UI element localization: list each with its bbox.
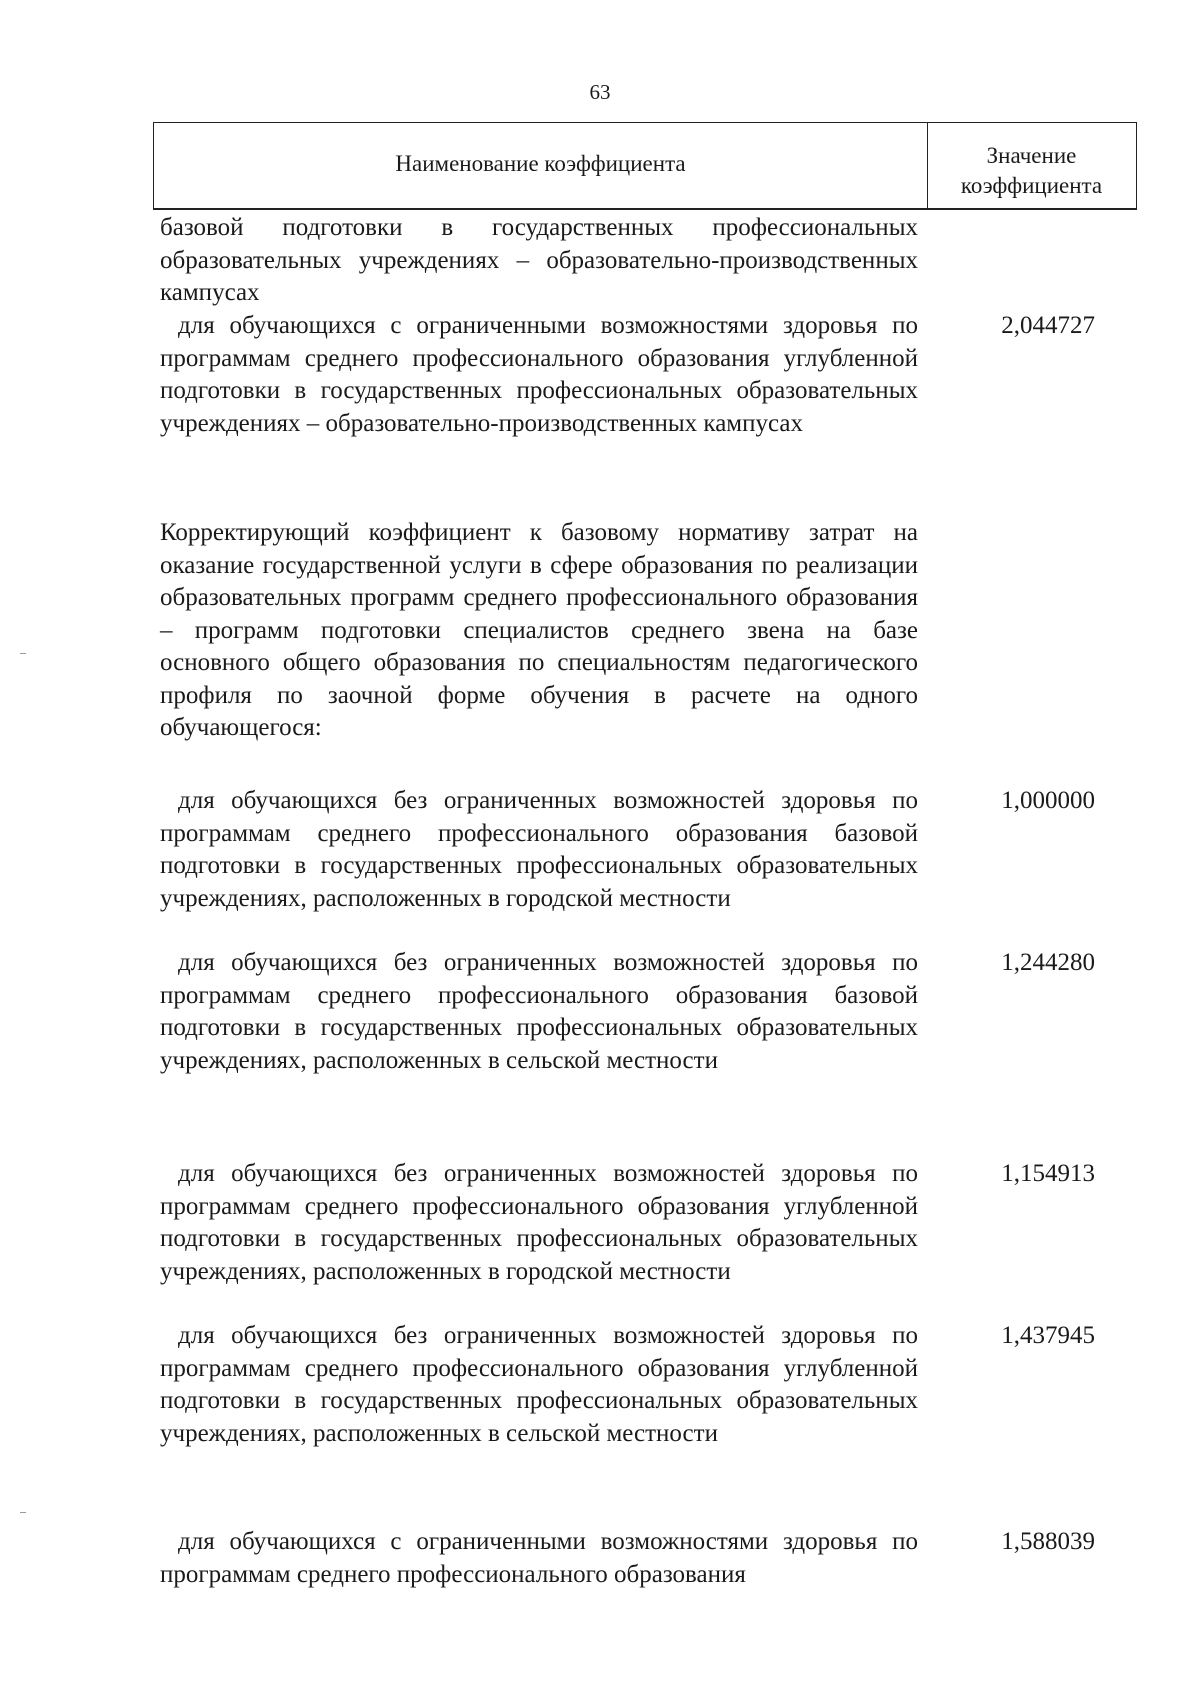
header-value-line2: коэффициента — [960, 173, 1103, 198]
page-number: 63 — [589, 80, 611, 104]
header-coefficient-value — [927, 141, 1136, 201]
scan-margin-mark — [20, 653, 26, 654]
section-heading-text: Корректирующий коэффициент к базовому нормативу затрат на оказание государственной услуги в сфере образования по реализации образовательных программ среднего профессионального образования – программ подготовки специалистов среднего звена на базе основного общего образования по специальностям педагогического профиля по заочной форме обучения в расчете на одного обучающегося: — [160, 519, 918, 741]
coefficient-row-text: для обучающихся с ограниченными возможностями здоровья по программам среднего профессионального образования углубленной подготовки в государственных профессиональных образовательных учреждениях – образовательно-производственных кампусах — [160, 312, 918, 437]
header-value-line1: Значение — [986, 143, 1077, 168]
coefficient-row-text: для обучающихся без ограниченных возможностей здоровья по программам среднего профессионального образования углубленной подготовки в государственных профессиональных образовательных учреждениях, расположенных в городской местности — [160, 1160, 918, 1285]
coefficient-value: 1,244280 — [1001, 949, 1095, 976]
coefficient-row-text: для обучающихся без ограниченных возможностей здоровья по программам среднего профессионального образования углубленной подготовки в государственных профессиональных образовательных учреждениях, расположенных в сельской местности — [160, 1322, 918, 1447]
coefficient-value: 2,044727 — [1001, 312, 1095, 339]
coefficient-row-text: для обучающихся без ограниченных возможностей здоровья по программам среднего профессионального образования базовой подготовки в государственных профессиональных образовательных учреждениях, расположенных в сельской местности — [160, 949, 918, 1074]
coefficient-row-text: базовой подготовки в государственных профессиональных образовательных учреждениях – образовательно-производственных кампусах — [160, 214, 918, 306]
coefficient-value: 1,000000 — [1001, 787, 1095, 814]
table-header — [153, 122, 1137, 210]
coefficient-value: 1,437945 — [1001, 1322, 1095, 1349]
coefficient-value: 1,588039 — [1001, 1528, 1095, 1555]
scan-margin-mark — [20, 1512, 26, 1513]
coefficient-row-text: для обучающихся без ограниченных возможностей здоровья по программам среднего профессионального образования базовой подготовки в государственных профессиональных образовательных учреждениях, расположенных в городской местности — [160, 787, 918, 912]
header-coefficient-name: Наименование коэффициента — [395, 151, 686, 176]
coefficient-row-text: для обучающихся с ограниченными возможностями здоровья по программам среднего профессионального образования — [160, 1528, 918, 1588]
coefficient-value: 1,154913 — [1001, 1160, 1095, 1187]
